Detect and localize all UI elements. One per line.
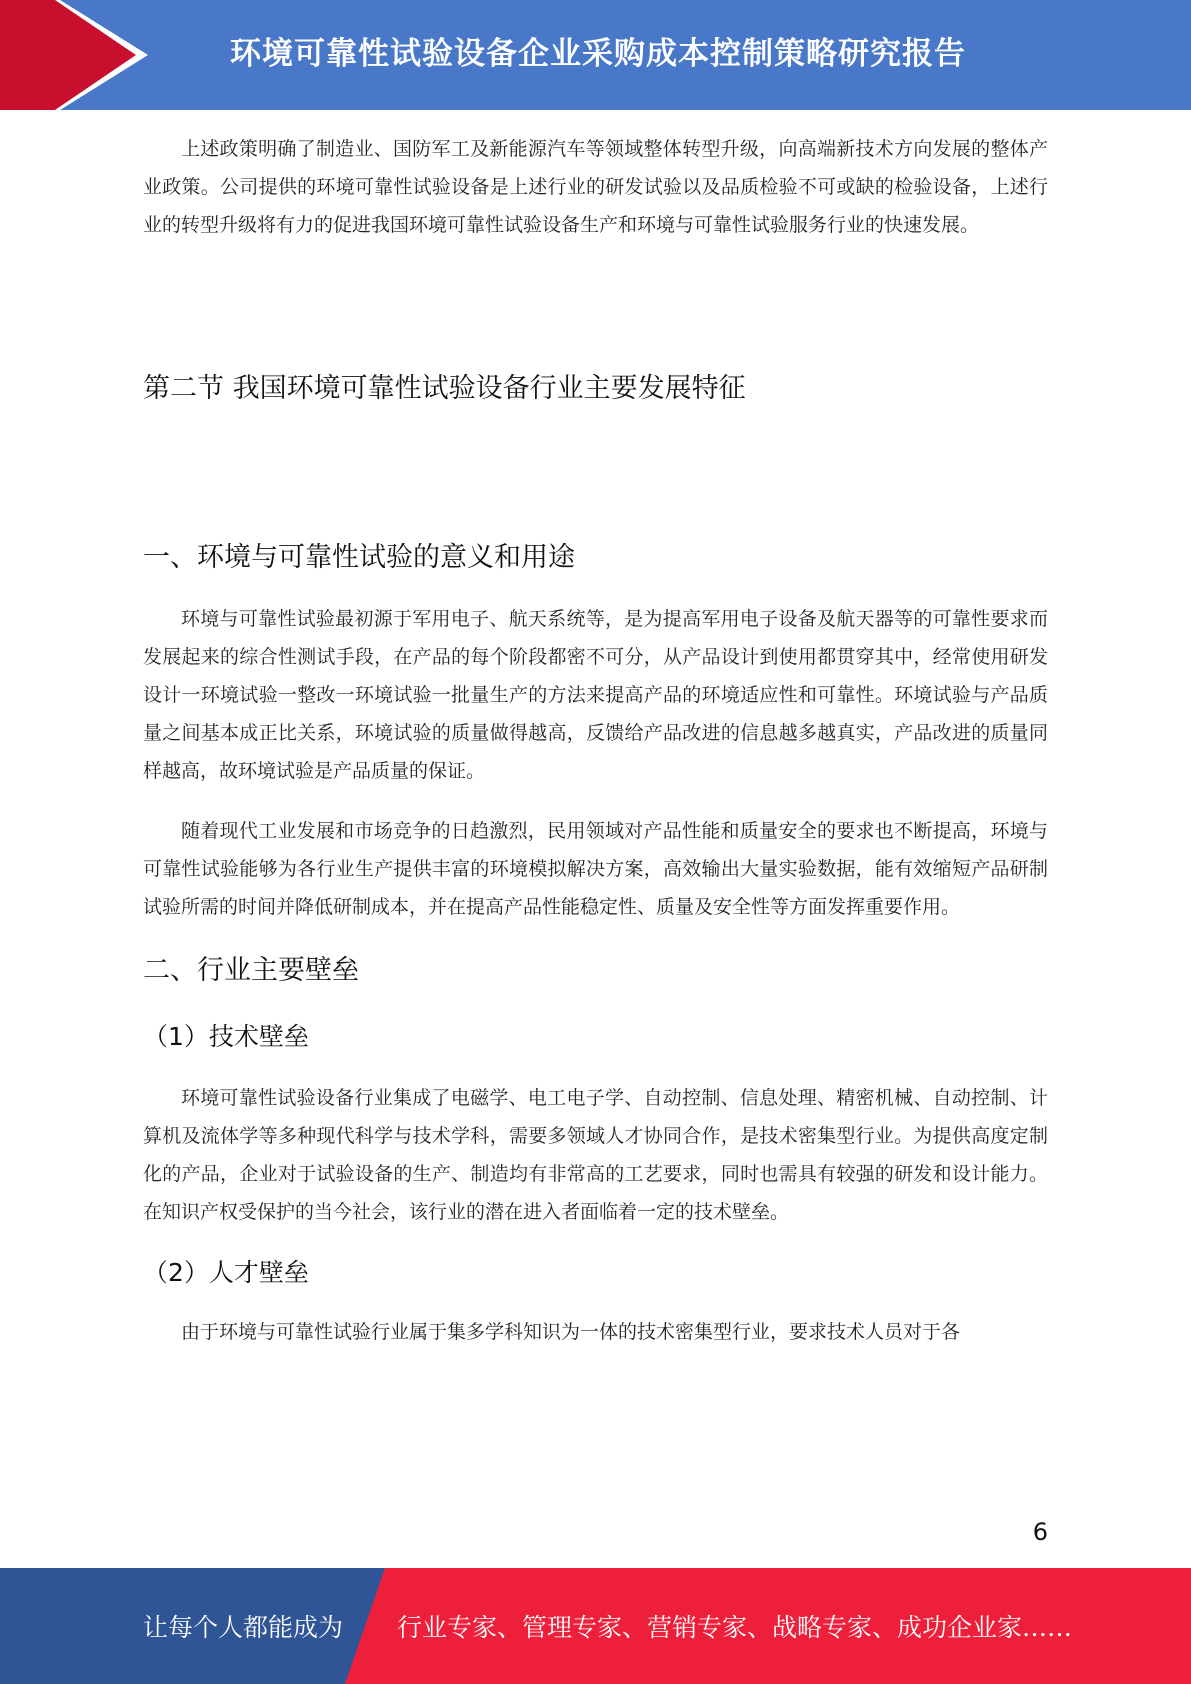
subheading-tech-barrier: （1）技术壁垒 bbox=[143, 1022, 309, 1051]
header-chevron-icon bbox=[0, 0, 160, 110]
footer-slogan-right: 行业专家、管理专家、营销专家、战略专家、成功企业家…… bbox=[397, 1613, 1073, 1642]
paragraph-talent-barrier: 由于环境与可靠性试验行业属于集多学科知识为一体的技术密集型行业，要求技术人员对于各 bbox=[181, 1321, 961, 1343]
section-heading-2: 第二节 我国环境可靠性试验设备行业主要发展特征 bbox=[143, 373, 746, 404]
paragraph-policy-summary: 上述政策明确了制造业、国防军工及新能源汽车等领域整体转型升级，向高端新技术方向发展的整体产业政策。公司提供的环境可靠性试验设备是上述行业的研发试验以及品质检验不可或缺的检验设备，上述行业的转型升级将有力的促进我国环境可靠性试验设备生产和环境与可靠性试验服务行业的快速发展。 bbox=[143, 138, 1048, 236]
report-title: 环境可靠性试验设备企业采购成本控制策略研究报告 bbox=[230, 36, 966, 72]
heading-industry-barriers: 二、行业主要壁垒 bbox=[143, 955, 359, 986]
footer-slogan-left: 让每个人都能成为 bbox=[143, 1613, 344, 1642]
page-number: 6 bbox=[1032, 1518, 1048, 1546]
paragraph-meaning: 环境与可靠性试验最初源于军用电子、航天系统等，是为提高军用电子设备及航天器等的可靠性要求而发展起来的综合性测试手段，在产品的每个阶段都密不可分，从产品设计到使用都贯穿其中，经常使用研发设计一环境试验一整改一环境试验一批量生产的方法来提高产品的环境适应性和可靠性。环境试验与产品质量之间基本成正比关系，环境试验的质量做得越高，反馈给产品改进的信息越多越真实，产品改进的质量同样越高，故环境试验是产品质量的保证。 bbox=[143, 608, 1048, 782]
paragraph-development: 随着现代工业发展和市场竞争的日趋激烈，民用领域对产品性能和质量安全的要求也不断提高，环境与可靠性试验能够为各行业生产提供丰富的环境模拟解决方案，高效输出大量实验数据，能有效缩短产品研制试验所需的时间并降低研制成本，并在提高产品性能稳定性、质量及安全性等方面发挥重要作用。 bbox=[143, 820, 1048, 918]
paragraph-tech-barrier: 环境可靠性试验设备行业集成了电磁学、电工电子学、自动控制、信息处理、精密机械、自动控制、计算机及流体学等多种现代科学与技术学科，需要多领域人才协同合作，是技术密集型行业。为提供高度定制化的产品，企业对于试验设备的生产、制造均有非常高的工艺要求，同时也需具有较强的研发和设计能力。在知识产权受保护的当今社会，该行业的潜在进入者面临着一定的技术壁垒。 bbox=[143, 1087, 1048, 1223]
heading-meaning-and-use: 一、环境与可靠性试验的意义和用途 bbox=[143, 542, 575, 573]
document-body bbox=[143, 130, 1048, 1351]
page-header bbox=[0, 0, 1191, 110]
page-footer bbox=[0, 1568, 1191, 1684]
subheading-talent-barrier: （2）人才壁垒 bbox=[143, 1258, 309, 1287]
